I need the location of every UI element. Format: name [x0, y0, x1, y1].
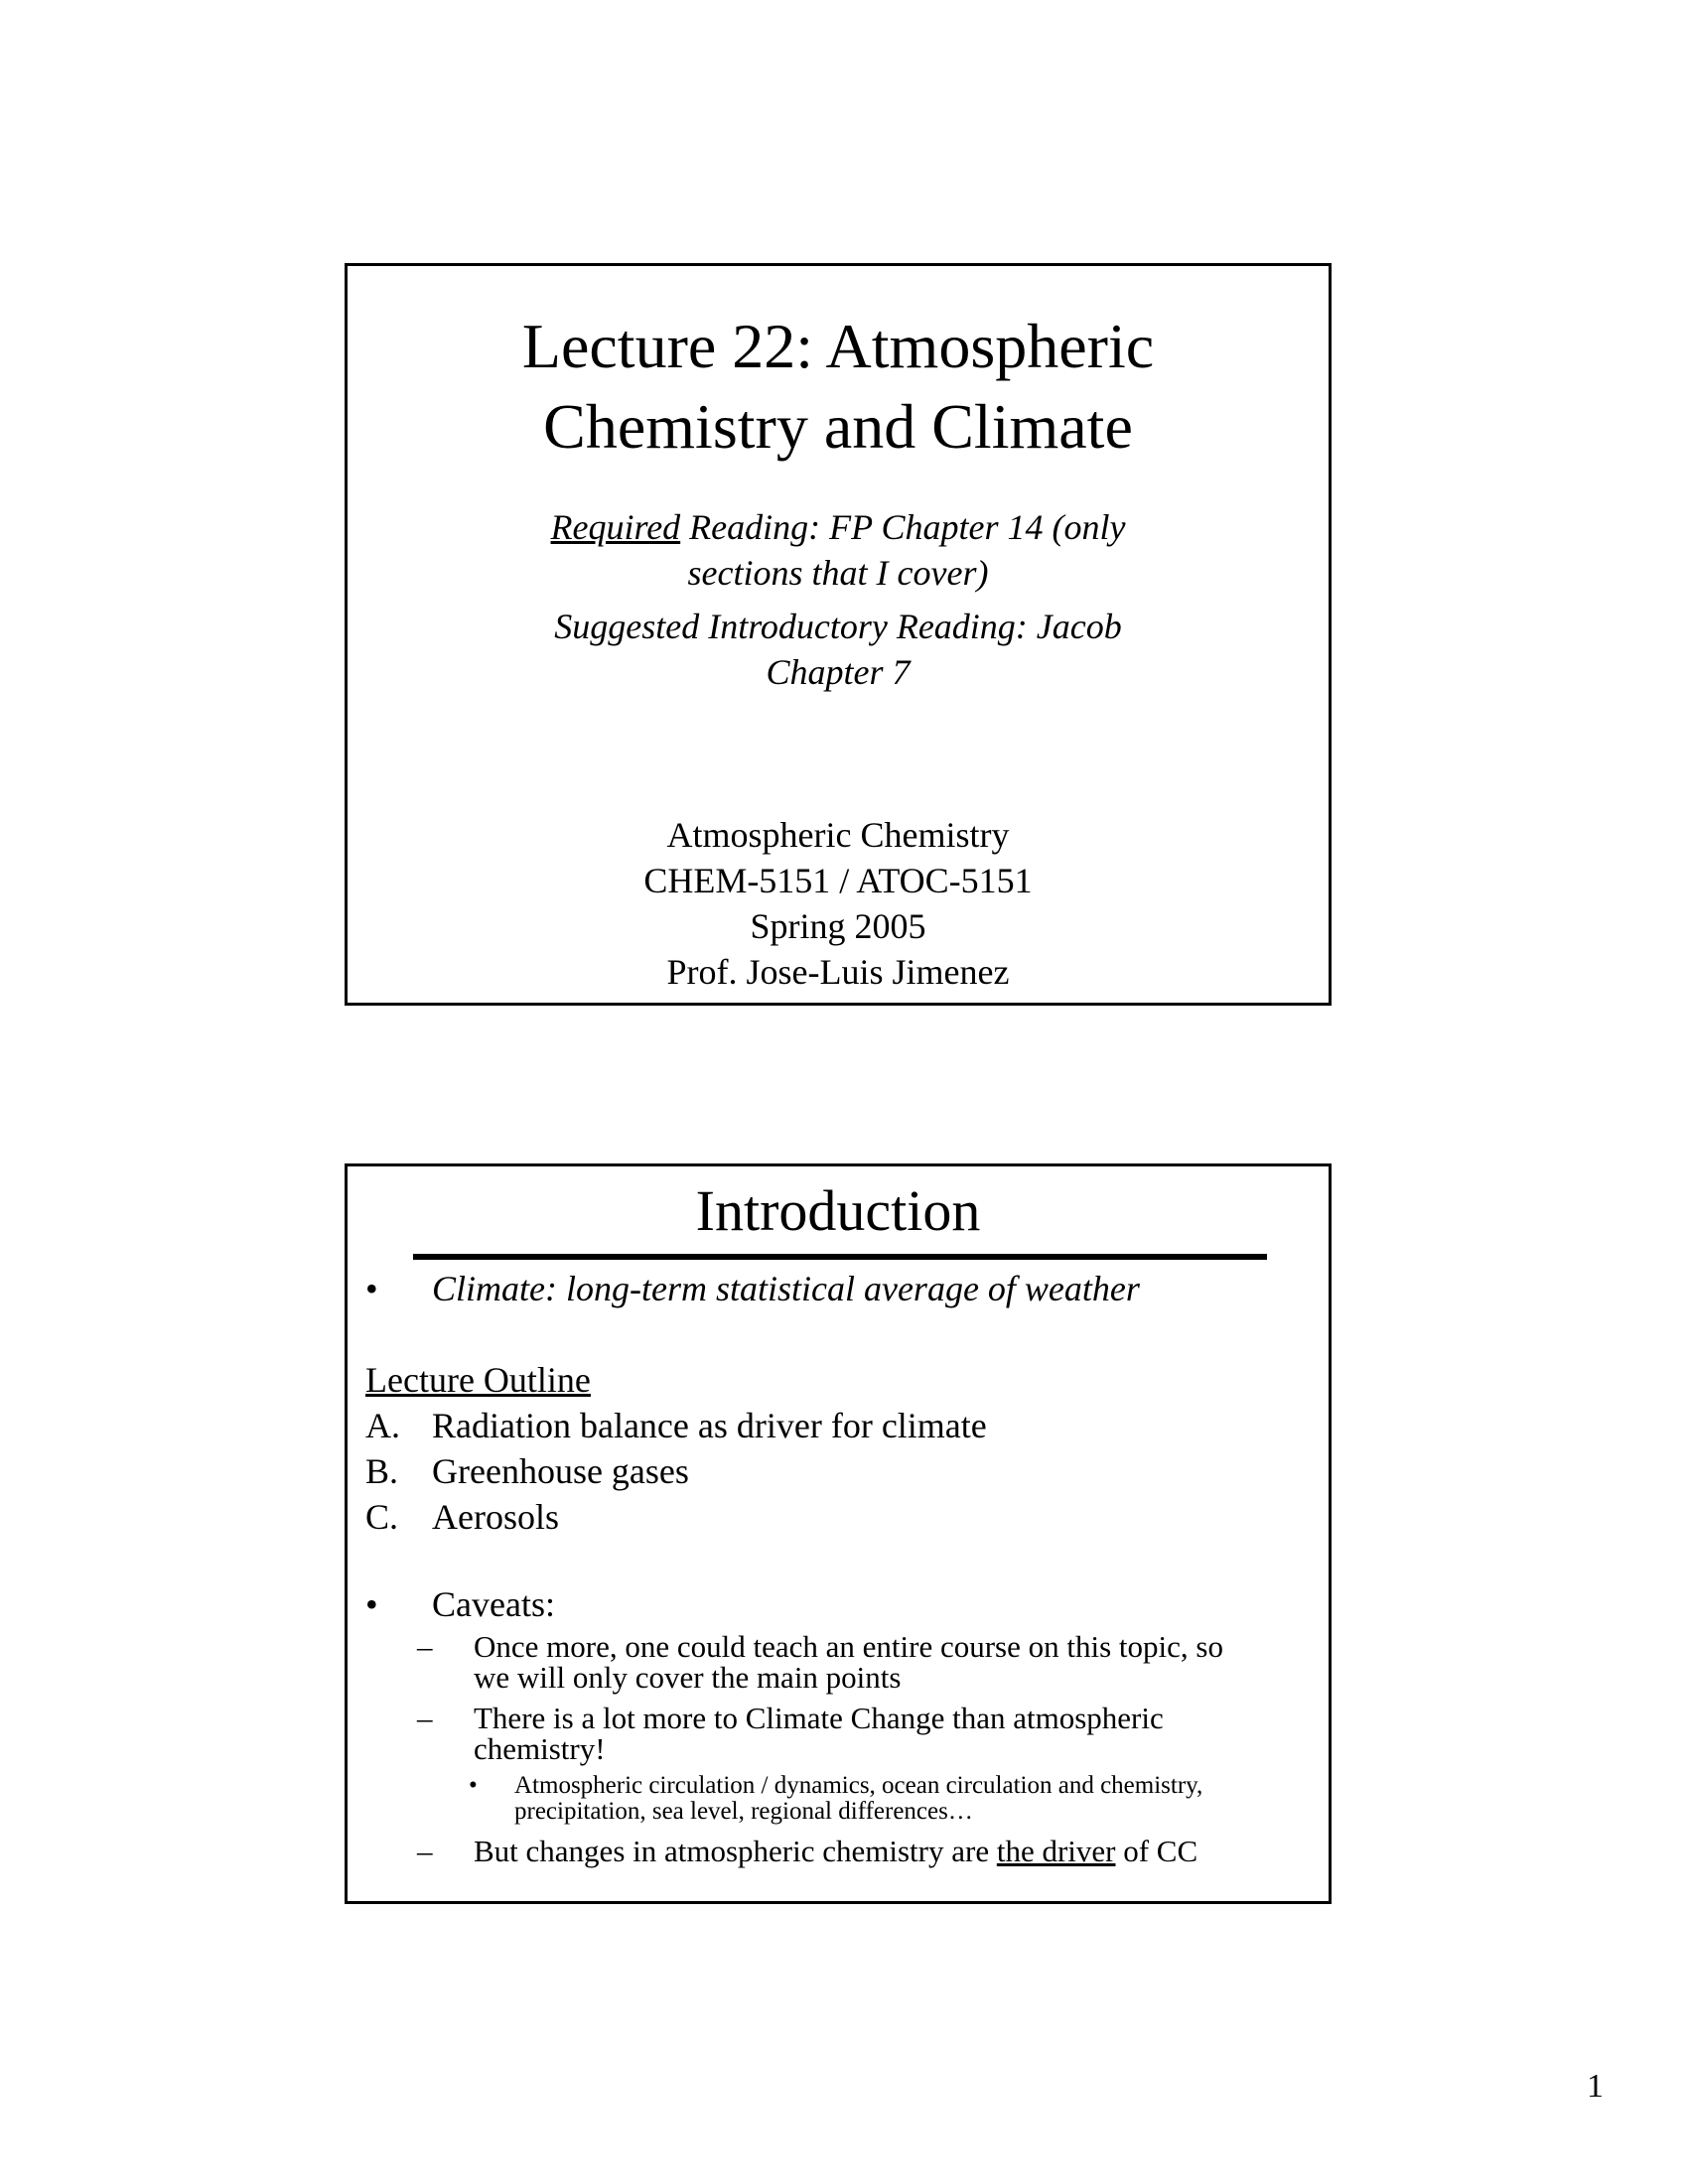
- outline-marker-b: B.: [365, 1451, 399, 1491]
- caveat-2-detail-line1: Atmospheric circulation / dynamics, ocean circulation and chemistry,: [514, 1772, 1203, 1799]
- required-reading-line2: sections that I cover): [687, 553, 989, 593]
- lecture-title-line1: Lecture 22: Atmospheric: [521, 311, 1155, 381]
- outline-heading: Lecture Outline: [365, 1360, 591, 1400]
- course-code: CHEM-5151 / ATOC-5151: [643, 861, 1033, 900]
- outline-item-a: Radiation balance as driver for climate: [432, 1406, 987, 1445]
- sub-bullet-marker: •: [469, 1772, 478, 1799]
- page-number: 1: [1587, 2068, 1604, 2105]
- bullet-marker: •: [365, 1584, 378, 1624]
- suggested-reading-line2: Chapter 7: [766, 652, 911, 692]
- caveats-label: Caveats:: [432, 1584, 555, 1624]
- suggested-reading-line1: Suggested Introductory Reading: Jacob: [554, 607, 1122, 646]
- outline-item-c: Aerosols: [432, 1497, 559, 1537]
- course-info: [348, 812, 1329, 995]
- caveat-1-line2: we will only cover the main points: [474, 1660, 902, 1695]
- caveat-1-line1: Once more, one could teach an entire course on this topic, so: [474, 1629, 1223, 1664]
- dash-marker: –: [417, 1701, 433, 1735]
- title-underline: [413, 1254, 1267, 1260]
- bullet-marker: •: [365, 1269, 378, 1308]
- outline-marker-c: C.: [365, 1497, 399, 1537]
- caveat-2-line1: There is a lot more to Climate Change than atmospheric: [474, 1701, 1164, 1735]
- required-reading: [348, 504, 1329, 596]
- professor-name: Prof. Jose-Luis Jimenez: [666, 952, 1010, 992]
- course-term: Spring 2005: [750, 906, 926, 946]
- dash-marker: –: [417, 1629, 433, 1664]
- required-reading-line1: [348, 504, 1329, 550]
- caveat-3-text-post: of CC: [1115, 1834, 1198, 1868]
- course-name: Atmospheric Chemistry: [666, 815, 1010, 855]
- caveat-2-detail-line2: precipitation, sea level, regional differences…: [514, 1798, 973, 1825]
- slide-title: Introduction: [695, 1178, 981, 1243]
- climate-definition: Climate: long-term statistical average of weather: [432, 1269, 1140, 1308]
- outline-item-b: Greenhouse gases: [432, 1451, 689, 1491]
- dash-marker: –: [417, 1834, 433, 1868]
- lecture-title-line2: Chemistry and Climate: [543, 391, 1133, 462]
- outline-marker-a: A.: [365, 1406, 400, 1445]
- lecture-title: [348, 306, 1329, 467]
- caveat-2-line2: chemistry!: [474, 1731, 606, 1766]
- caveat-3-text-pre: But changes in atmospheric chemistry are: [474, 1834, 997, 1868]
- required-reading-text: Reading: FP Chapter 14 (only: [680, 507, 1126, 547]
- suggested-reading: [348, 604, 1329, 695]
- introduction-slide: [345, 1163, 1332, 1904]
- title-slide: [345, 263, 1332, 1006]
- caveat-3: [474, 1836, 1197, 1866]
- required-word: Required: [550, 507, 681, 547]
- caveat-3-emphasis: the driver: [996, 1834, 1116, 1868]
